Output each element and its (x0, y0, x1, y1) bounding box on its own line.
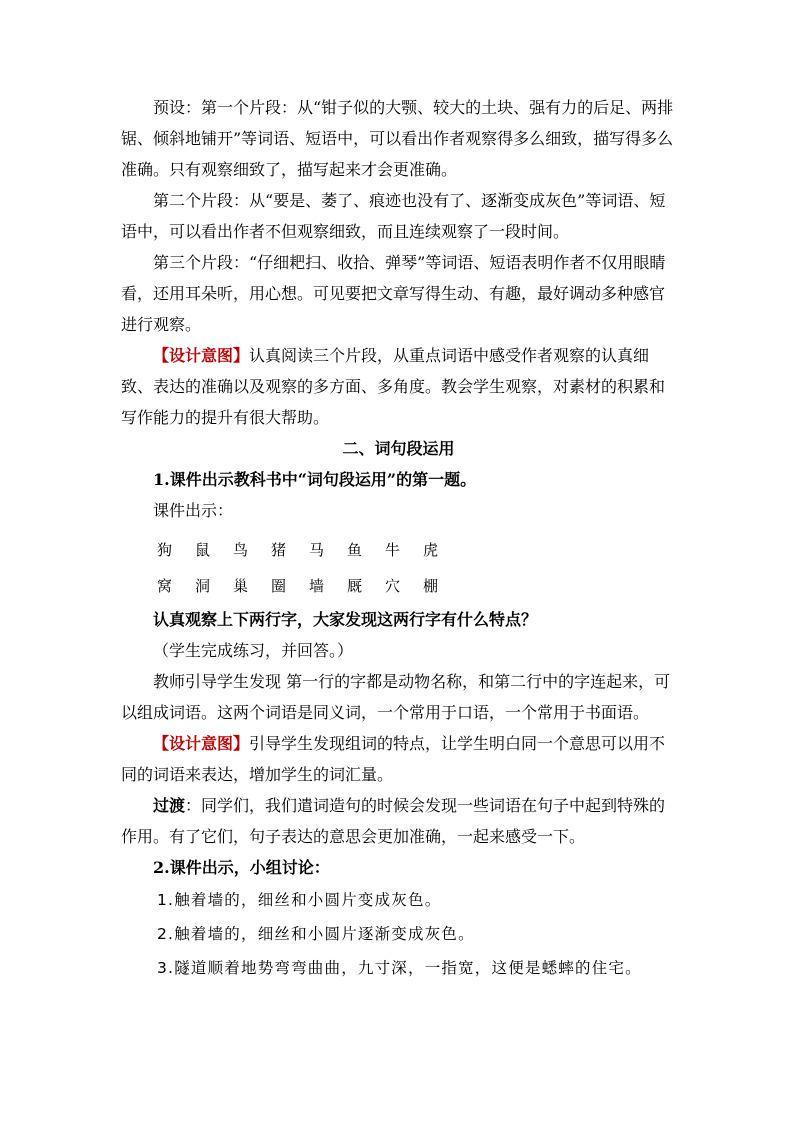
section-heading: 二、词句段运用 (342, 439, 455, 458)
animal-char: 马 (309, 541, 325, 559)
example-sentence: 2.触着墙的，细丝和小圆片逐渐变成灰色。 (157, 925, 475, 943)
animal-char: 鼠 (195, 541, 211, 559)
animal-char: 牛 (385, 541, 401, 559)
example-sentence: 1.触着墙的，细丝和小圆片变成灰色。 (157, 891, 442, 909)
transition-paragraph (121, 790, 676, 852)
animal-char: 鸟 (233, 541, 249, 559)
animal-char: 虎 (423, 541, 439, 559)
transition-label: 过渡 (153, 796, 186, 815)
place-char: 墙 (309, 577, 325, 595)
design-intent-tag: 【设计意图】 (153, 346, 250, 365)
example-sentence: 3.隧道顺着地势弯弯曲曲，九寸深，一指宽，这便是蟋蟀的住宅。 (157, 959, 642, 977)
place-char: 穴 (385, 577, 401, 595)
place-char: 窝 (157, 577, 173, 595)
step-1-heading: 1.课件出示教科书中“词句段运用”的第一题。 (153, 470, 477, 489)
student-action-note: （学生完成练习，并回答。） (153, 641, 354, 660)
design-intent-tag: 【设计意图】 (153, 734, 250, 753)
animal-char: 狗 (157, 541, 173, 559)
design-intent-paragraph-2 (121, 728, 676, 790)
place-characters-row (121, 568, 676, 604)
animal-char: 鱼 (347, 541, 363, 559)
place-char: 圈 (271, 577, 287, 595)
design-intent-paragraph-1 (121, 340, 676, 433)
place-char: 厩 (347, 577, 363, 595)
animal-char: 猪 (271, 541, 287, 559)
design-intent-text: 认真阅读三个片段，从重点词语中感受作者观察的认真细致、表达的准确以及观察的多方面、多角度。教会学生观察，对素材的积累和写作能力的提升有很大帮助。 (121, 346, 666, 427)
design-intent-text: 引导学生发现组词的特点，让学生明白同一个意思可以用不同的词语来表达，增加学生的词汇量。 (121, 734, 666, 784)
place-char: 棚 (423, 577, 439, 595)
preset-paragraph-3: 第三个片段：“仔细耙扫、收拾、弹琴”等词语、短语表明作者不仅用眼睛看，还用耳朵听，用心想。可见要把文章写得生动、有趣，最好调动多种感官进行观察。 (121, 253, 666, 334)
place-char: 巢 (233, 577, 249, 595)
preset-paragraph-1: 预设：第一个片段：从“钳子似的大颚、较大的土块、强有力的后足、两排锯、倾斜地铺开”等词语、短语中，可以看出作者观察得多么细致，描写得多么准确。只有观察细致了，描写起来才会更准确。 (121, 98, 674, 179)
step-2-heading: 2.课件出示，小组讨论： (153, 858, 330, 877)
preset-paragraph-2: 第二个片段：从“要是、萎了、痕迹也没有了、逐渐变成灰色”等词语、短语中，可以看出作者不但观察细致，而且连续观察了一段时间。 (121, 191, 666, 241)
question-text: 认真观察上下两行字，大家发现这两行字有什么特点？ (153, 610, 538, 629)
teacher-guide-paragraph: 教师引导学生发现 第一行的字都是动物名称，和第二行中的字连起来，可以组成词语。这两个词语是同义词，一个常用于口语，一个常用于书面语。 (121, 672, 671, 722)
document-content (121, 92, 676, 985)
animal-characters-row (121, 532, 676, 568)
transition-text: ：同学们，我们遣词造句的时候会发现一些词语在句子中起到特殊的作用。有了它们，句子表达的意思会更加准确，一起来感受一下。 (121, 796, 666, 846)
place-char: 洞 (195, 577, 211, 595)
courseware-label: 课件出示： (153, 501, 234, 520)
